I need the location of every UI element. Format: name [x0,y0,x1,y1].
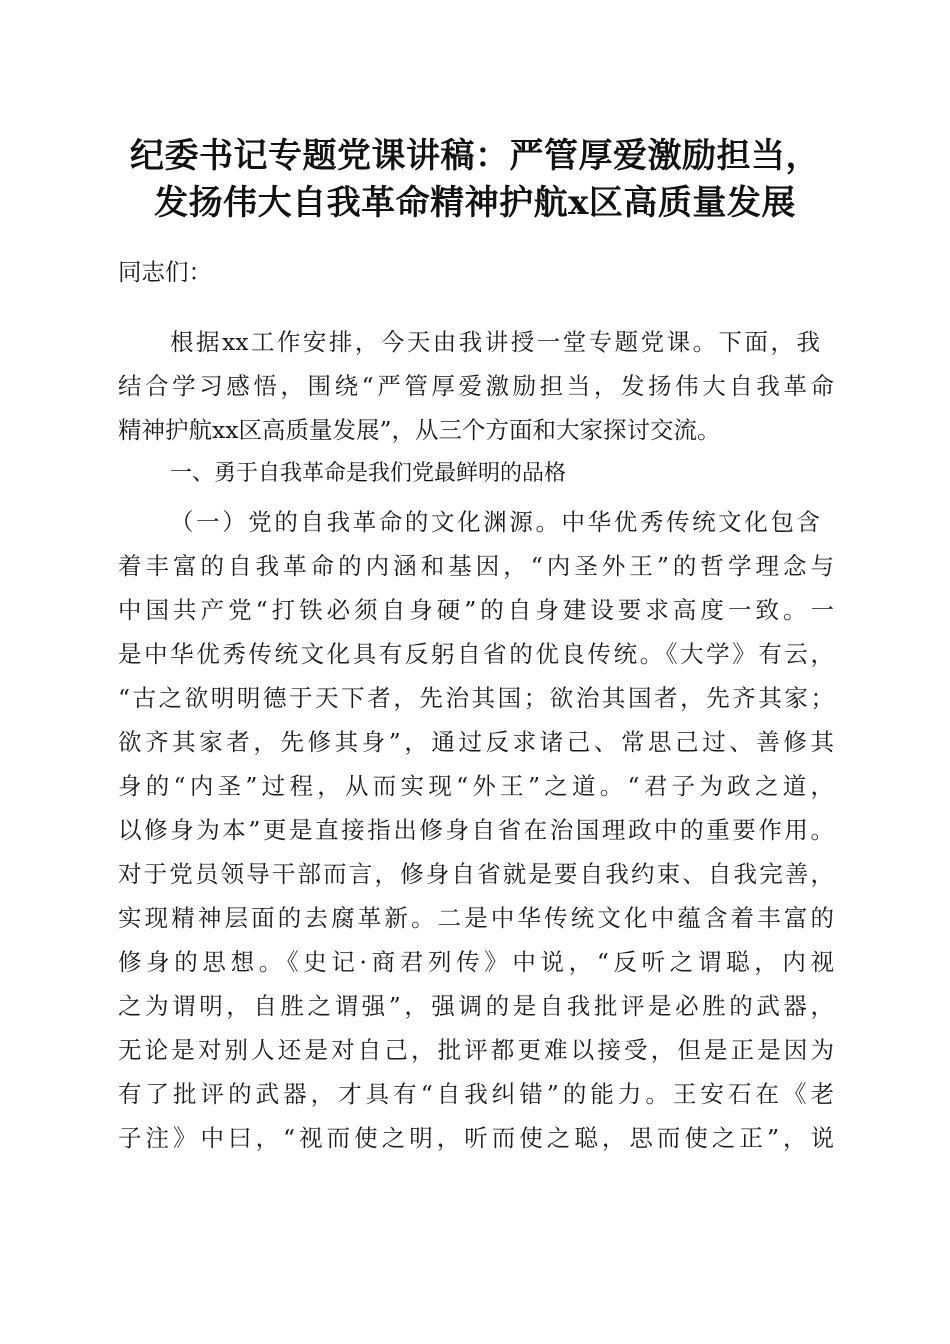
body-line: 是中华优秀传统文化具有反躬自省的优良传统。《大学》有云， [118,640,834,668]
body-line: （一）党的自我革命的文化渊源。中华优秀传统文化包含 [170,508,820,536]
body-line: 着丰富的自我革命的内涵和基因，“内圣外王”的哲学理念与 [118,552,834,580]
section-heading: 一、勇于自我革命是我们党最鲜明的品格 [170,461,567,486]
body-line: 无论是对别人还是对自己，批评都更难以接受，但是正是因为 [118,1036,834,1064]
intro-line: 精神护航xx区高质量发展”，从三个方面和大家探讨交流。 [118,416,721,444]
intro-line: 根据xx工作安排，今天由我讲授一堂专题党课。下面，我 [170,328,820,356]
document-title-line-1: 纪委书记专题党课讲稿：严管厚爱激励担当， [130,136,820,176]
salutation: 同志们： [118,258,212,286]
body-line: 身的“内圣”过程，从而实现“外王”之道。“君子为政之道， [118,772,834,800]
intro-line: 结合学习感悟，围绕“严管厚爱激励担当，发扬伟大自我革命 [118,372,834,400]
body-line: 修身的思想。《史记·商君列传》中说，“反听之谓聪，内视 [118,948,834,976]
document-title-line-2: 发扬伟大自我革命精神护航x区高质量发展 [154,183,796,223]
body-line: 之为谓明，自胜之谓强”，强调的是自我批评是必胜的武器， [118,992,834,1020]
body-line: 中国共产党“打铁必须自身硬”的自身建设要求高度一致。一 [118,596,834,624]
body-line: 子注》中曰，“视而使之明，听而使之聪，思而使之正”，说 [118,1124,834,1152]
body-line: 对于党员领导干部而言，修身自省就是要自我约束、自我完善， [118,860,834,888]
body-line: 实现精神层面的去腐革新。二是中华传统文化中蕴含着丰富的 [118,904,834,932]
body-line: “古之欲明明德于天下者，先治其国；欲治其国者，先齐其家； [118,684,834,712]
body-line: 有了批评的武器，才具有“自我纠错”的能力。王安石在《老 [118,1080,834,1108]
body-line: 欲齐其家者，先修其身”，通过反求诸己、常思己过、善修其 [118,728,834,756]
body-line: 以修身为本”更是直接指出修身自省在治国理政中的重要作用。 [118,816,834,844]
